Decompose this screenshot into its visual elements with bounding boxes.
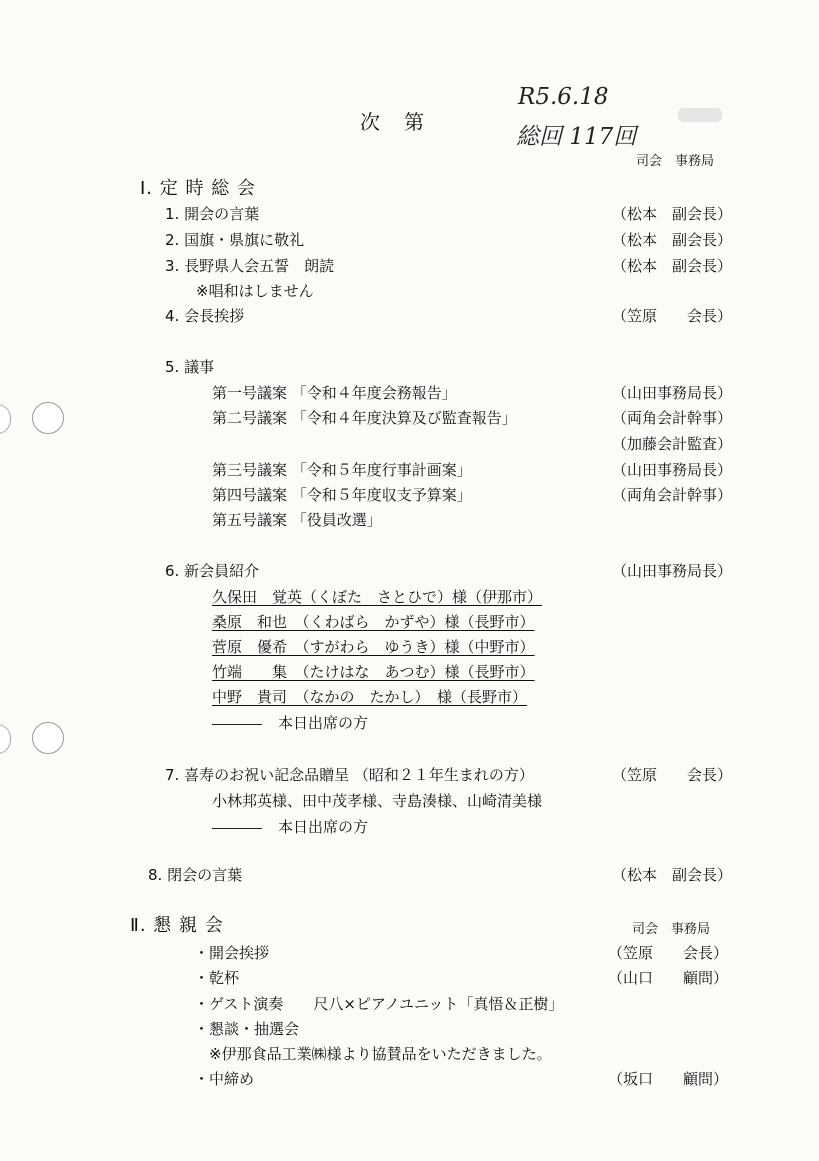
item-opening: 1. 開会の言葉	[165, 205, 260, 223]
agenda-1: 第一号議案 「令和４年度会務報告」	[212, 384, 457, 402]
kiju-names: 小林邦英様、田中茂孝様、寺島湊様、山崎清美様	[212, 792, 543, 810]
blank-line	[212, 828, 262, 829]
agenda-1-role: （山田事務局長）	[612, 384, 733, 402]
item-president-greeting: 4. 会長挨拶	[165, 307, 245, 325]
page-title: 次 第	[360, 110, 426, 134]
agenda-2-role-2: （加藤会計監査）	[612, 435, 733, 453]
section-1-heading: Ⅰ. 定 時 総 会	[140, 178, 256, 199]
item-oath-note: ※唱和はしません	[196, 282, 314, 300]
ink-smudge	[678, 108, 722, 122]
agenda-4-role: （両角会計幹事）	[612, 486, 733, 504]
handwritten-session: 総回 117回	[516, 124, 637, 150]
binder-notch-bottom	[0, 724, 11, 754]
handwritten-date: R5.6.18	[518, 84, 609, 110]
party-opening: ・開会挨拶	[194, 944, 270, 962]
item-president-greeting-role: （笠原 会長）	[612, 307, 733, 325]
section-2-mc-label: 司会 事務局	[632, 922, 711, 937]
mc-label: 司会 事務局	[636, 154, 715, 169]
item-proceedings: 5. 議事	[165, 358, 215, 376]
agenda-3: 第三号議案 「令和５年度行事計画案」	[212, 461, 472, 479]
agenda-4: 第四号議案 「令和５年度収支予算案」	[212, 486, 472, 504]
attendees-line-1	[212, 712, 368, 733]
new-member-5: 中野 貴司 （なかの たかし） 様（長野市）	[212, 688, 528, 706]
party-toast: ・乾杯	[194, 969, 240, 987]
binder-notch-top	[0, 404, 11, 434]
new-member-3: 菅原 優希 （すがわら ゆうき）様（中野市）	[212, 638, 535, 656]
binder-hole-top	[32, 402, 64, 434]
item-closing-role: （松本 副会長）	[612, 866, 733, 884]
blank-line	[212, 724, 262, 725]
new-member-4: 竹端 集 （たけはな あつむ）様（長野市）	[212, 663, 535, 681]
binder-hole-bottom	[32, 722, 64, 754]
item-opening-role: （松本 副会長）	[612, 205, 733, 223]
party-closing-role: （坂口 顧問）	[608, 1070, 729, 1088]
attendees-note-2: 本日出席の方	[278, 818, 369, 836]
agenda-3-role: （山田事務局長）	[612, 461, 733, 479]
item-new-members: 6. 新会員紹介	[165, 562, 260, 580]
party-toast-role: （山口 顧問）	[608, 969, 729, 987]
item-kiju-role: （笠原 会長）	[612, 766, 733, 784]
attendees-line-2	[212, 816, 368, 837]
item-new-members-role: （山田事務局長）	[612, 562, 733, 580]
agenda-5: 第五号議案 「役員改選」	[212, 511, 382, 529]
new-member-1: 久保田 覚英（くぼた さとひで）様（伊那市）	[212, 588, 543, 606]
item-oath-role: （松本 副会長）	[612, 257, 733, 275]
new-member-2: 桑原 和也 （くわばら かずや）様（長野市）	[212, 613, 535, 631]
item-flag-salute-role: （松本 副会長）	[612, 231, 733, 249]
party-sponsor-note: ※伊那食品工業㈱様より協賛品をいただきました。	[209, 1045, 552, 1063]
item-closing: 8. 閉会の言葉	[148, 866, 243, 884]
item-kiju: 7. 喜寿のお祝い記念品贈呈 （昭和２１年生まれの方）	[165, 766, 534, 784]
item-oath: 3. 長野県人会五誓 朗読	[165, 257, 335, 275]
party-opening-role: （笠原 会長）	[608, 944, 729, 962]
attendees-note: 本日出席の方	[278, 714, 369, 732]
party-closing: ・中締め	[194, 1070, 255, 1088]
agenda-2-role: （両角会計幹事）	[612, 409, 733, 427]
section-2-heading: Ⅱ. 懇 親 会	[130, 915, 224, 936]
agenda-2: 第二号議案 「令和４年度決算及び監査報告」	[212, 409, 517, 427]
party-lottery: ・懇談・抽選会	[194, 1020, 300, 1038]
party-guest-performance: ・ゲスト演奏 尺八×ピアノユニット「真悟＆正樹」	[194, 995, 564, 1013]
item-flag-salute: 2. 国旗・県旗に敬礼	[165, 231, 305, 249]
